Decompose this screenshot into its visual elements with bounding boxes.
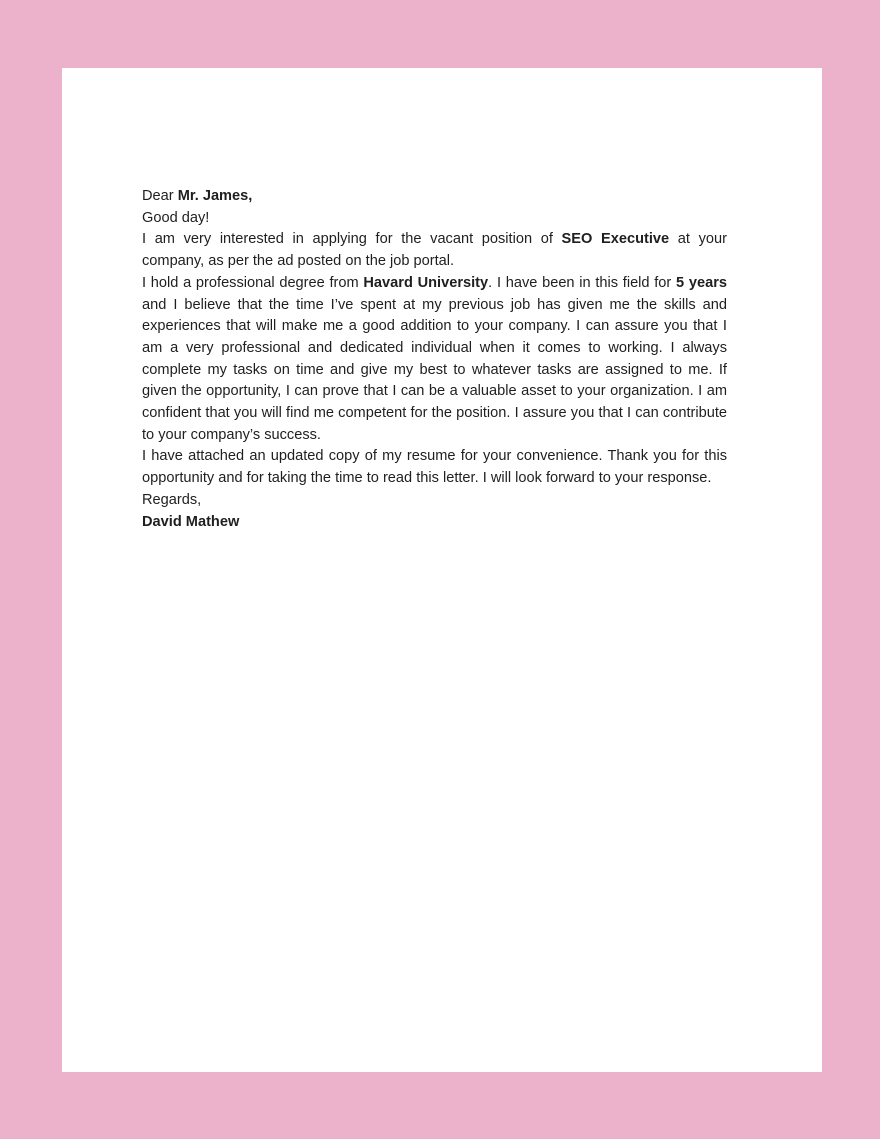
text-run: I have attached an updated copy of my resume for your convenience. Thank you for this opportunity and for taking the time to read this letter. I will look forward to your response. xyxy=(142,448,727,487)
greeting-line xyxy=(142,208,727,230)
signature-name xyxy=(142,512,727,534)
letter-page xyxy=(62,68,822,1072)
text-run-bold: David Mathew xyxy=(142,513,240,530)
text-run-bold: Mr. James, xyxy=(177,188,253,204)
text-run-bold: Havard University xyxy=(363,274,489,291)
body-paragraph-3 xyxy=(142,446,727,489)
text-run: . I have been in this field for xyxy=(488,274,677,291)
body-paragraph-2 xyxy=(142,273,727,447)
text-run: Dear xyxy=(142,188,178,204)
text-run: I am very interested in applying for the vacant position of xyxy=(142,231,562,248)
text-run: and I believe that the time I’ve spent at my previous job has given me the skills and experiences that will make me a good addition to your company. I can assure you that I am a very professional and dedicated individual when it comes to working. I always complete my tasks on time and give my best to whatever tasks are assigned to me. If given the opportunity, I can prove that I can be a valuable asset to your organization. I am confident that you will find me competent for the position. I assure you that I can contribute to your company’s success. xyxy=(142,296,727,443)
text-run-bold: SEO Executive xyxy=(561,231,670,248)
text-run: I hold a professional degree from xyxy=(142,274,364,291)
closing-line xyxy=(142,490,727,512)
text-run: at your company, as per the ad posted on the job portal. xyxy=(142,231,727,270)
body-paragraph-1 xyxy=(142,229,727,272)
text-run-bold: 5 years xyxy=(676,274,727,291)
text-run: Good day! xyxy=(142,209,210,226)
salutation xyxy=(142,186,727,208)
text-run: Regards, xyxy=(142,491,202,508)
